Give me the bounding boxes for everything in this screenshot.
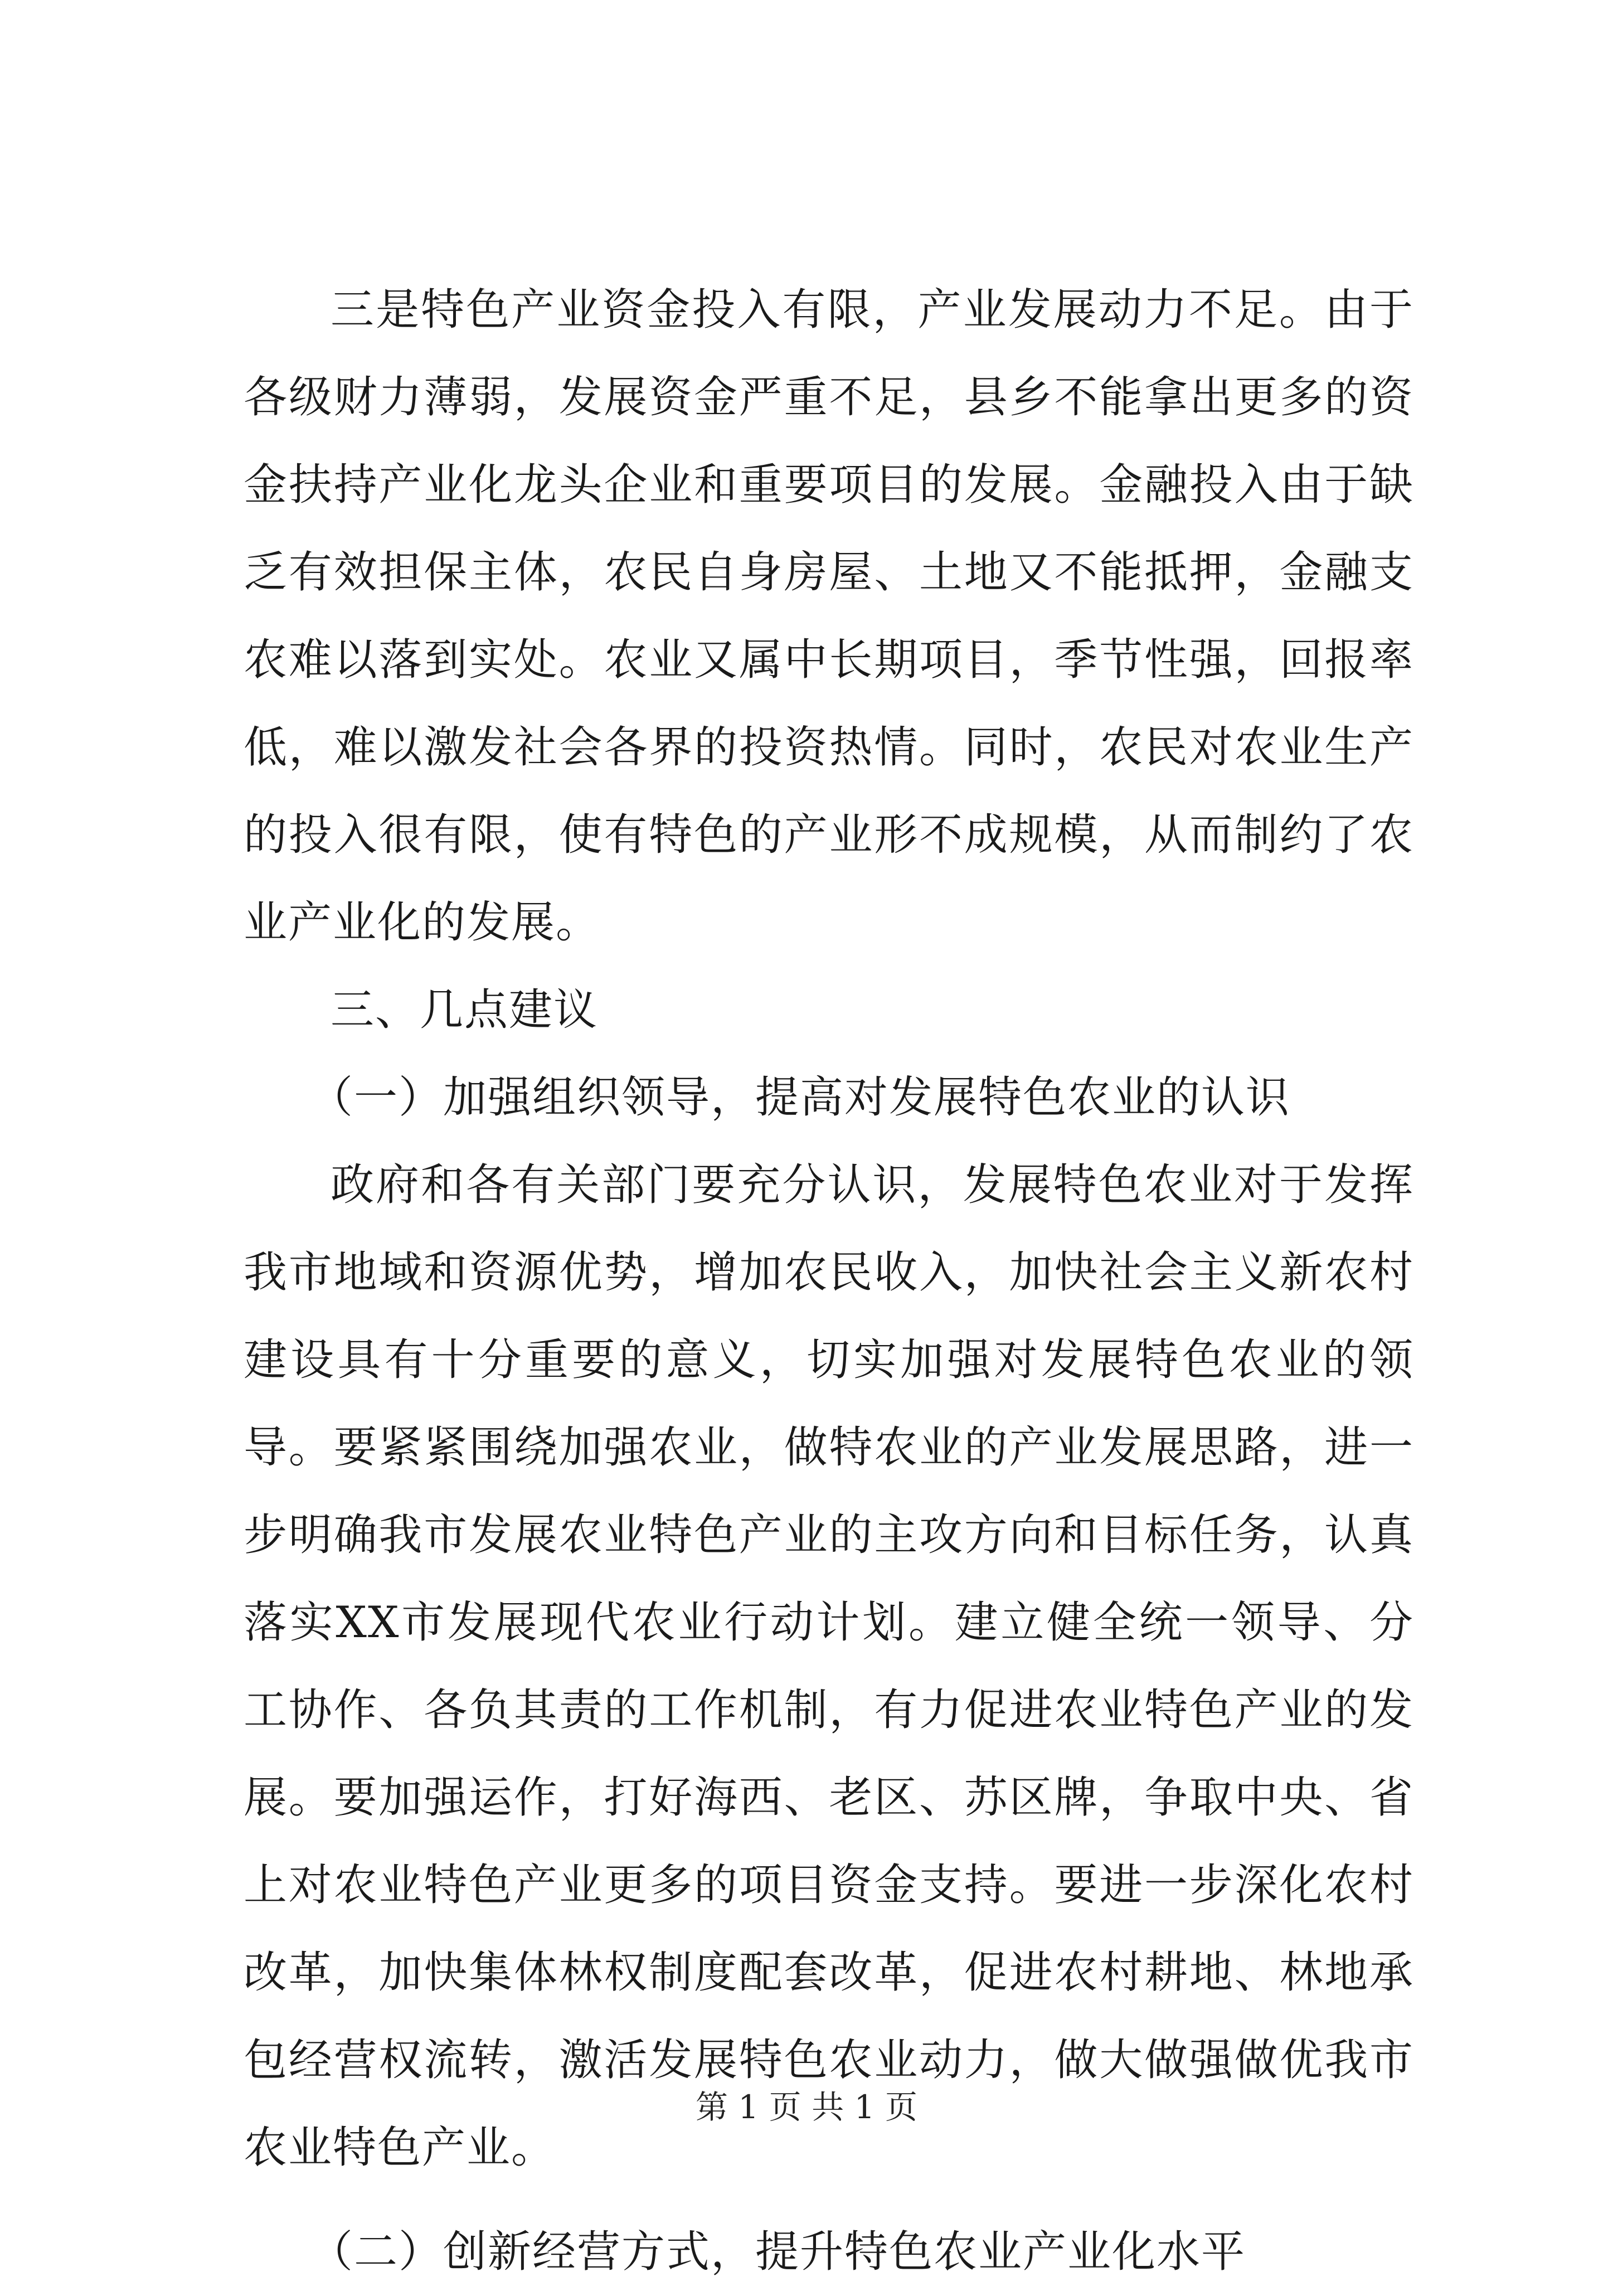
subheading-innovate-operations: （二）创新经营方式，提升特色农业产业化水平 [309, 2227, 1246, 2277]
paragraph-government-awareness: 政府和各有关部门要充分认识，发展特色农业对于发挥我市地域和资源优势，增加农民收入，加快社会主义新农村建设具有十分重要的意义，切实加强对发展特色农业的领导。要紧紧围绕加强农业，做特农业的产业发展思路，进一步明确我市发展农业特色产业的主攻方向和目标任务，认真落实XX市发展现代农业行动计划。建立健全统一领导、分工协作、各负其责的工作机制，有力促进农业特色产业的发展。要加强运作，打好海西、老区、苏区牌，争取中央、省上对农业特色产业更多的项目资金支持。要进一步深化农村改革，加快集体林权制度配套改革，促进农村耕地、林地承包经营权流转，激活发展特色农业动力，做大做强做优我市农业特色产业。 [244, 1160, 1414, 2173]
section-heading-suggestions: 三、几点建议 [331, 985, 599, 1035]
page-footer: 第 1 页 共 1 页 [696, 2088, 917, 2126]
subheading-organization-leadership: （一）加强组织领导，提高对发展特色农业的认识 [309, 1072, 1291, 1123]
paragraph-funding-issue: 三是特色产业资金投入有限，产业发展动力不足。由于各级财力薄弱，发展资金严重不足，县乡不能拿出更多的资金扶持产业化龙头企业和重要项目的发展。金融投入由于缺乏有效担保主体，农民自身房屋、土地又不能抵押，金融支农难以落到实处。农业又属中长期项目，季节性强，回报率低，难以激发社会各界的投资热情。同时，农民对农业生产的投入很有限，使有特色的产业形不成规模，从而制约了农业产业化的发展。 [244, 285, 1414, 948]
spacer [244, 2192, 1414, 2208]
document-body [244, 266, 1414, 2296]
